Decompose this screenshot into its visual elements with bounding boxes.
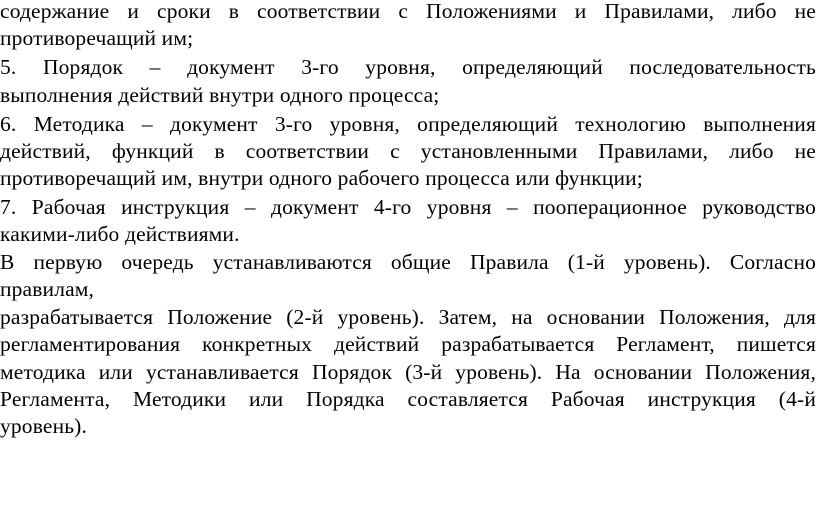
text-line: разрабатывается Положение (2-й уровень). Затем, на основании Положения, для	[0, 305, 816, 329]
text-line: противоречащий им, внутри одного рабочего процесса или функции;	[0, 166, 643, 190]
text-line: противоречащий им;	[0, 26, 194, 50]
text-line: уровень).	[0, 414, 88, 438]
text-line: правилам,	[0, 277, 95, 301]
text-line: методика или устанавливается Порядок (3-й уровень). На основании Положения,	[0, 360, 816, 384]
text-line: Регламента, Методики или Порядка составляется Рабочая инструкция (4-й	[0, 387, 816, 411]
text-line: действий, функций в соответствии с установленными Правилами, либо не	[0, 139, 816, 163]
text-line: какими-либо действиями.	[0, 222, 240, 246]
text-line: 6. Методика – документ 3-го уровня, определяющий технологию выполнения	[0, 112, 816, 136]
text-line: 7. Рабочая инструкция – документ 4-го уровня – пооперационное руководство	[0, 195, 816, 219]
text-line: В первую очередь устанавливаются общие Правила (1-й уровень). Согласно	[0, 250, 816, 274]
text-line: выполнения действий внутри одного процесса;	[0, 83, 440, 107]
text-line: содержание и сроки в соответствии с Положениями и Правилами, либо не	[0, 0, 816, 23]
text-line: регламентирования конкретных действий разрабатывается Регламент, пишется	[0, 332, 816, 356]
text-line: 5. Порядок – документ 3-го уровня, определяющий последовательность	[0, 55, 816, 79]
